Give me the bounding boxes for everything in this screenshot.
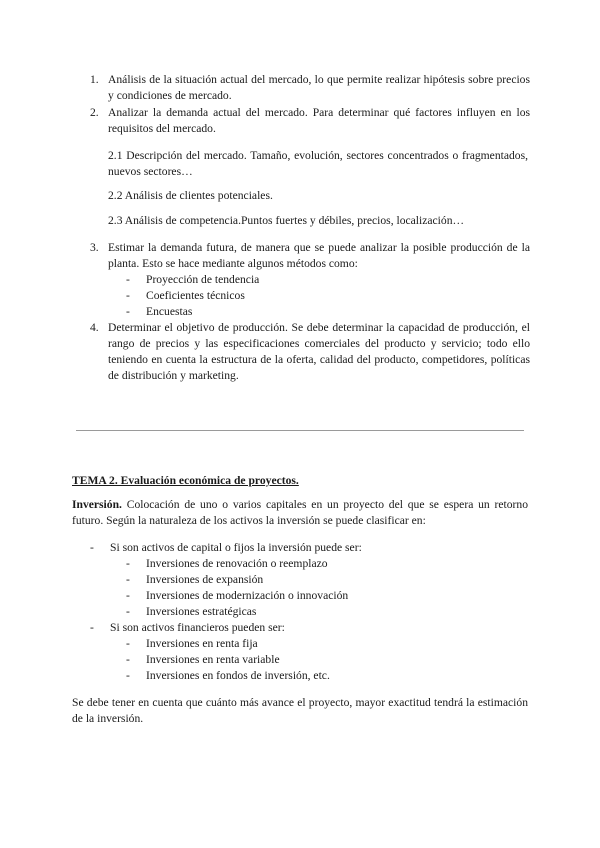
list-item: - Proyección de tendencia	[126, 272, 259, 288]
financial-list	[90, 620, 285, 636]
inversion-definition: Colocación de uno o varios capitales en un proyecto del que se espera un retorno futuro. Según la naturaleza de los activos la inversión se puede clasificar en:	[72, 498, 528, 527]
capital-items	[126, 556, 348, 620]
list-item: - Inversiones de renovación o reemplazo	[126, 556, 348, 572]
list-item: - Inversiones de expansión	[126, 572, 348, 588]
list-item: - Coeficientes técnicos	[126, 288, 259, 304]
subpoint-2-2: 2.2 Análisis de clientes potenciales.	[108, 189, 273, 202]
section-heading: TEMA 2. Evaluación económica de proyectos.	[72, 474, 299, 487]
inversion-term: Inversión.	[72, 498, 122, 511]
section-divider	[76, 430, 524, 431]
list-text: Analizar la demanda actual del mercado. Para determinar qué factores influyen en los requisitos del mercado.	[108, 106, 530, 135]
list-item: - Encuestas	[126, 304, 259, 320]
subpoint-2-1: 2.1 Descripción del mercado. Tamaño, evolución, sectores concentrados o fragmentados, nuevos sectores…	[108, 149, 528, 178]
subpoint-2-3: 2.3 Análisis de competencia.Puntos fuertes y débiles, precios, localización…	[108, 214, 465, 227]
list-number: 2.	[90, 106, 99, 119]
inversion-paragraph	[72, 497, 528, 529]
financial-items	[126, 636, 330, 684]
capital-list	[90, 540, 362, 556]
list-item-3	[90, 240, 530, 272]
list-item: - Inversiones en fondos de inversión, etc.	[126, 668, 330, 684]
list-item: - Inversiones de modernización o innovación	[126, 588, 348, 604]
list-item-1	[90, 72, 530, 104]
list-item: - Inversiones en renta fija	[126, 636, 330, 652]
list-text: Determinar el objetivo de producción. Se debe determinar la capacidad de producción, el rango de precios y las especificaciones comerciales del producto y servicio; todo ello teniendo en cuenta la estructura de la oferta, calidad del producto, competidores, políticas de distribución y marketing.	[108, 321, 530, 382]
list-item-2	[90, 105, 530, 137]
list-item-4	[90, 320, 530, 384]
list-item: - Inversiones estratégicas	[126, 604, 348, 620]
capital-label: - Si son activos de capital o fijos la inversión puede ser:	[90, 540, 362, 556]
list-number: 3.	[90, 241, 99, 254]
methods-list	[126, 272, 259, 320]
list-item: - Inversiones en renta variable	[126, 652, 330, 668]
closing-paragraph: Se debe tener en cuenta que cuánto más avance el proyecto, mayor exactitud tendrá la estimación de la inversión.	[72, 696, 528, 725]
list-number: 4.	[90, 321, 99, 334]
financial-label: - Si son activos financieros pueden ser:	[90, 620, 285, 636]
list-text: Estimar la demanda futura, de manera que se puede analizar la posible producción de la planta. Esto se hace mediante algunos métodos como:	[108, 241, 530, 270]
list-number: 1.	[90, 73, 99, 86]
list-text: Análisis de la situación actual del mercado, lo que permite realizar hipótesis sobre precios y condiciones de mercado.	[108, 73, 530, 102]
